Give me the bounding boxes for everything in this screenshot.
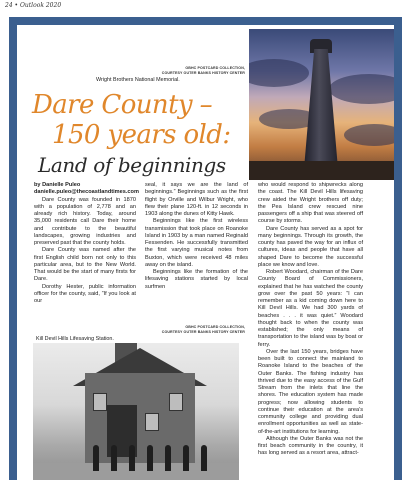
station-caption: Kill Devil Hills Lifesaving Station. bbox=[36, 336, 114, 342]
headline-line-1: Dare County – bbox=[32, 90, 213, 120]
paragraph: who would respond to shipwrecks along the coast. The Kill Devil Hills lifesaving crew aided the Wright brothers off duty; the Pea Island crew rescued nine passengers off a ship that was steered off course by storms. bbox=[258, 182, 363, 225]
article-column-2 bbox=[145, 182, 248, 291]
station-ground bbox=[33, 463, 239, 480]
subheadline: Land of beginnings bbox=[38, 153, 226, 177]
monument-base bbox=[249, 161, 394, 180]
paragraph: Beginnings like the formation of the lifesaving stations started by local surfmen bbox=[145, 269, 248, 290]
crew-member bbox=[147, 445, 153, 471]
crew-member bbox=[129, 445, 135, 471]
monument-caption: Wright Brothers National Memorial. bbox=[96, 77, 180, 83]
headline-line-2: 150 years old: bbox=[52, 120, 231, 150]
paragraph: Dare County was named after the first English child born not only to this particular area, but to the New World. That would be the start of many firsts for Dare. bbox=[34, 247, 136, 283]
paragraph: Dorothy Hester, public information officer for the county, said, “If you look at our bbox=[34, 283, 136, 304]
credit-line-2: COURTESY OUTER BANKS HISTORY CENTER bbox=[161, 71, 245, 75]
paragraph: seal, it says we are the land of beginnings.” Beginnings such as the first flight by Orville and Wilbur Wright, who flew their plane 120-ft. in 12 seconds in 1903 along the dunes of Kitty Hawk. bbox=[145, 182, 248, 217]
article-column-1 bbox=[34, 182, 139, 305]
monument-tower bbox=[304, 49, 338, 169]
credit-line-2: COURTESY OUTER BANKS HISTORY CENTER bbox=[161, 330, 245, 334]
cloud-shape bbox=[249, 59, 309, 87]
station-building bbox=[85, 373, 195, 465]
station-credit bbox=[95, 325, 245, 335]
crew-member bbox=[183, 445, 189, 471]
paragraph: Dare County has served as a spot for many beginnings. Through its growth, the county has paved the way for an influx of cultures, ideas and people that have all shaped Dare to become the successful place we know and love. bbox=[258, 225, 363, 268]
crew-member bbox=[165, 445, 171, 471]
cloud-shape bbox=[344, 124, 394, 146]
station-window bbox=[169, 393, 183, 411]
credit-line-1: OBHC POSTCARD COLLECTION, bbox=[185, 325, 245, 329]
paragraph: Beginnings like the first wireless transmission that took place on Roanoke Island in 1903 by a man named Reginald Fessenden. He successfully transmitted the first varying musical notes from Buxton, which were received 48 miles away on the island. bbox=[145, 218, 248, 268]
paragraph: Although the Outer Banks was not the first beach community in the country, it has long served as a resort area, attract- bbox=[258, 435, 363, 457]
monument-credit bbox=[100, 66, 245, 76]
byline-email: danielle.puleo@thecoastlandtimes.com bbox=[34, 189, 139, 196]
page-label: 24 • Outlook 2020 bbox=[5, 2, 62, 9]
crew-member bbox=[93, 445, 99, 471]
paragraph: Robert Woodard, chairman of the Dare County Board of Commissioners, explained that he has watched the county grow over the past 50 years: “I can remember as a kid coming down here to Kill Devil Hills. We had 300 yards of beaches . . . it was quiet.” Woodard thought back to when the county was established; the only means of transportation to the island was by boat or ferry. bbox=[258, 269, 363, 348]
credit-line-1: OBHC POSTCARD COLLECTION, bbox=[185, 66, 245, 70]
paragraph: Dare County was founded in 1870 with a population of 2,778 and an already rich history. Today, around 35,000 residents call Dare their home and contribute to the beautiful landscapes, growing industries and preserved past that the county holds. bbox=[34, 196, 136, 246]
monument-photo bbox=[249, 29, 394, 180]
station-window bbox=[93, 393, 107, 411]
byline-author: by Danielle Puleo bbox=[34, 182, 81, 188]
cloud-shape bbox=[329, 74, 394, 104]
paragraph: Over the last 150 years, bridges have been built to connect the mainland to Roanoke Island to the beaches of the Outer Banks. The fishing industry has thrived due to the easy access of the Gulf Stream from the inlets that line the shores. The education system has made progress; now allowing students to continue their education at the area’s community college and providing dual enrollment opportunities as well as state-of-the-art institutions for learning. bbox=[258, 348, 363, 435]
crew-member bbox=[111, 445, 117, 471]
page-header bbox=[0, 0, 411, 16]
station-window bbox=[145, 413, 159, 431]
article-column-3 bbox=[258, 182, 363, 458]
crew-member bbox=[201, 445, 207, 471]
station-photo bbox=[33, 343, 239, 480]
